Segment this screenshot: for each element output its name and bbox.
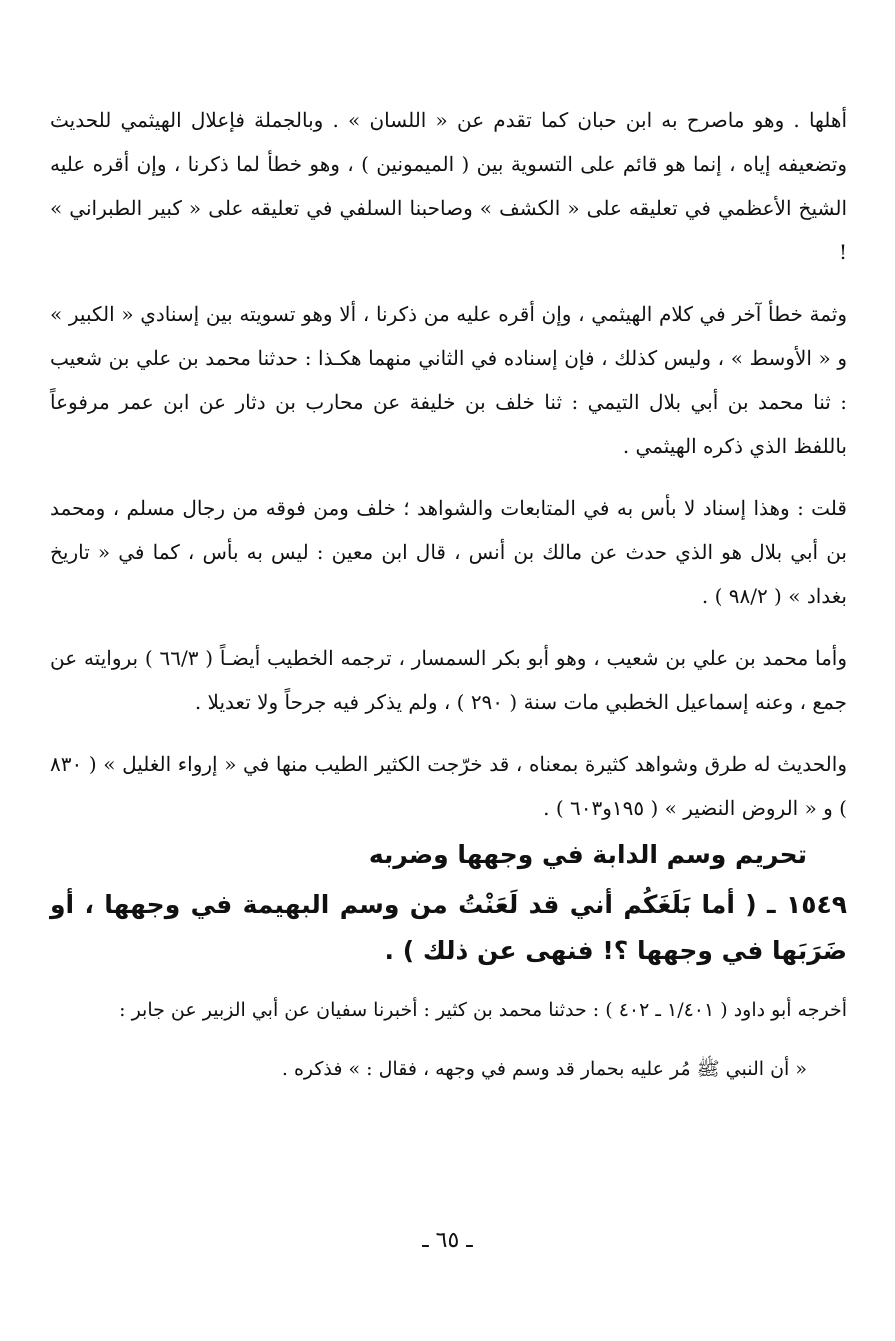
- page-number: ـ ٦٥ ـ: [422, 1228, 473, 1253]
- paragraph-5: والحديث له طرق وشواهد كثيرة بمعناه ، قد خرّجت الكثير الطيب منها في « إرواء الغليل » ( ٨٣٠ ) و « الروض النضير » ( ١٩٥و٦٠٣ ) .: [50, 752, 847, 820]
- hadith-text: ١٥٤٩ ـ ( أما بَلَغَكُم أني قد لَعَنْتُ من وسم البهيمة في وجهها ، أو ضَرَبَها في وجهها ؟! فنهى عن ذلك ) .: [50, 890, 847, 965]
- paragraph-1: أهلها . وهو ماصرح به ابن حبان كما تقدم عن « اللسان » . وبالجملة فإعلال الهيثمي للحديث وتضعيفه إياه ، إنما هو قائم على التسوية بين ( الميمونين ) ، وهو خطأ لما ذكرنا ، وإن أقره عليه الشيخ الأعظمي في تعليقه على « الكشف » وصاحبنا السلفي في تعليقه على « كبير الطبراني » !: [50, 108, 847, 264]
- hadith-quote: « أن النبي ﷺ مُر عليه بحمار قد وسم في وجهه ، فقال : » فذكره .: [281, 1058, 807, 1080]
- paragraph-4: وأما محمد بن علي بن شعيب ، وهو أبو بكر السمسار ، ترجمه الخطيب أيضـاً ( ٦٦/٣ ) بروايته عن جمع ، وعنه إسماعيل الخطبي مات سنة ( ٢٩٠ ) ، ولم يذكر فيه جرحاً ولا تعديلا .: [50, 646, 847, 714]
- page-body: [50, 98, 847, 1108]
- hadith-source: أخرجه أبو داود ( ١/٤٠١ ـ ٤٠٢ ) : حدثنا محمد بن كثير : أخبرنا سفيان عن أبي الزبير عن جابر :: [119, 999, 847, 1021]
- section-heading: تحريم وسم الدابة في وجهها وضربه: [368, 840, 807, 869]
- paragraph-3: قلت : وهذا إسناد لا بأس به في المتابعات والشواهد ؛ خلف ومن فوقه من رجال مسلم ، ومحمد بن أبي بلال هو الذي حدث عن مالك بن أنس ، قال ابن معين : ليس به بأس ، كما في « تاريخ بغداد » ( ٩٨/٢ ) .: [50, 496, 847, 608]
- paragraph-2: وثمة خطأ آخر في كلام الهيثمي ، وإن أقره عليه من ذكرنا ، ألا وهو تسويته بين إسنادي « الكبير » و « الأوسط » ، وليس كذلك ، فإن إسناده في الثاني منهما هكـذا : حدثنا محمد بن علي بن شعيب : ثنا محمد بن أبي بلال التيمي : ثنا خلف بن خليفة عن محارب بن دثار عن ابن عمر مرفوعاً باللفظ الذي ذكره الهيثمي .: [50, 302, 847, 458]
